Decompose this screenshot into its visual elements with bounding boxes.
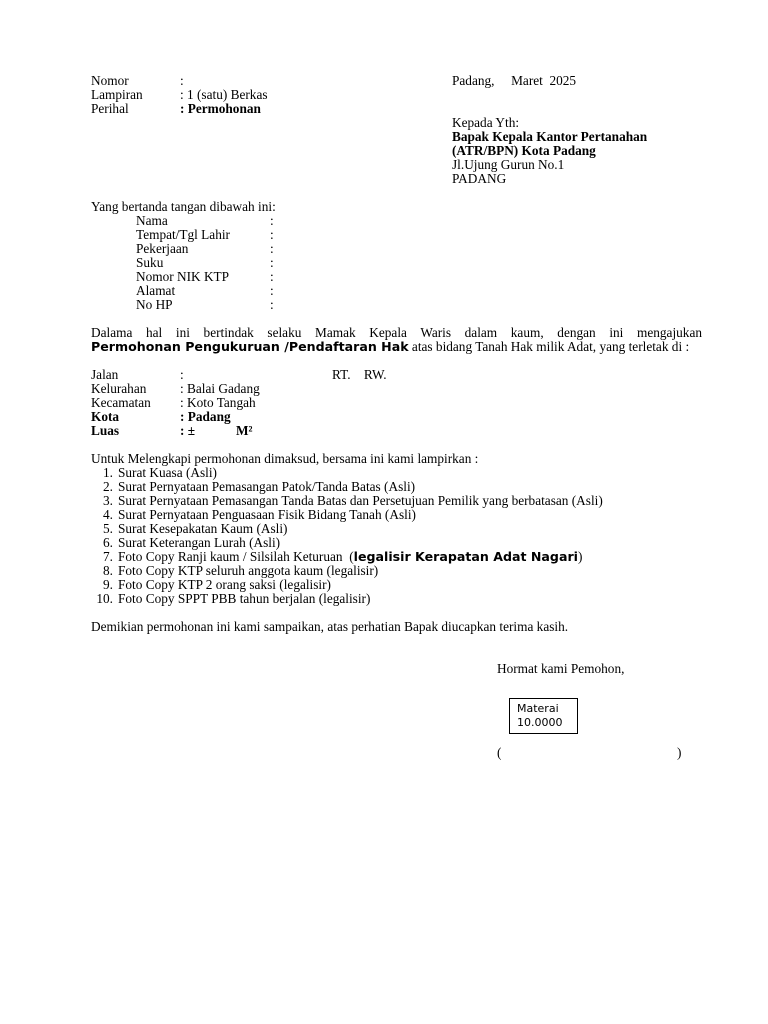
body-paragraph-line2 (91, 340, 689, 354)
list-item (91, 466, 217, 480)
kecamatan-label: Kecamatan (91, 395, 151, 410)
list-item (91, 522, 287, 536)
list-text: Surat Pernyataan Penguasaan Fisik Bidang Tanah (Asli) (118, 507, 416, 522)
list-text: Surat Kesepakatan Kaum (Asli) (118, 521, 288, 536)
nomor-value: : (180, 73, 184, 88)
field-label-pekerjaan: Pekerjaan (136, 241, 189, 256)
recipient-line1: Bapak Kepala Kantor Pertanahan (452, 129, 648, 144)
list-text: Surat Pernyataan Pemasangan Tanda Batas dan Persetujuan Pemilik yang berbatasan (Asli) (118, 493, 603, 508)
signature-open-paren: ( (497, 745, 502, 760)
list-number: 9. (103, 577, 113, 592)
list-number: 10. (96, 591, 113, 606)
perihal-label: Perihal (91, 101, 129, 116)
list-item (91, 494, 603, 508)
applicant-intro: Yang bertanda tangan dibawah ini: (91, 199, 276, 214)
list-text-bold: legalisir Kerapatan Adat Nagari (353, 549, 578, 564)
list-item (91, 480, 415, 494)
list-number: 4. (103, 507, 113, 522)
list-number: 2. (103, 479, 113, 494)
stamp-value: 10.0000 (517, 716, 563, 729)
field-label-tempat-tgl-lahir: Tempat/Tgl Lahir (136, 227, 230, 242)
kota-label: Kota (91, 409, 120, 424)
kota-value: : Padang (180, 409, 231, 424)
list-number: 1. (103, 465, 113, 480)
body-paragraph-rest: atas bidang Tanah Hak milik Adat, yang terletak di : (408, 339, 690, 354)
list-text: Surat Keterangan Lurah (Asli) (118, 535, 281, 550)
list-item (91, 508, 416, 522)
list-text: Foto Copy SPPT PBB tahun berjalan (legalisir) (118, 591, 371, 606)
field-label-alamat: Alamat (136, 283, 176, 298)
recipient-city: PADANG (452, 171, 507, 186)
list-item (91, 592, 370, 606)
list-item (91, 550, 582, 564)
kelurahan-label: Kelurahan (91, 381, 147, 396)
stamp-label: Materai (517, 702, 559, 715)
stamp-box (509, 698, 578, 734)
place-date: Padang, Maret 2025 (452, 73, 577, 88)
nomor-label: Nomor (91, 73, 129, 88)
regards: Hormat kami Pemohon, (497, 661, 625, 676)
kecamatan-value: : Koto Tangah (180, 395, 256, 410)
list-item (91, 536, 280, 550)
list-number: 8. (103, 563, 113, 578)
field-sep: : (270, 241, 274, 256)
list-text: Foto Copy Ranji kaum / Silsilah Keturuan ( (118, 549, 354, 564)
request-title: Permohonan Pengukuruan /Pendaftaran Hak (91, 339, 409, 354)
list-number: 6. (103, 535, 113, 550)
luas-value: : ± (180, 423, 196, 438)
field-sep: : (270, 283, 274, 298)
list-item (91, 578, 331, 592)
list-number: 3. (103, 493, 113, 508)
list-item (91, 564, 378, 578)
signature-close-paren: ) (677, 745, 682, 760)
attachments-intro: Untuk Melengkapi permohonan dimaksud, bersama ini kami lampirkan : (91, 451, 479, 466)
list-text: Foto Copy KTP seluruh anggota kaum (legalisir) (118, 563, 379, 578)
list-text: Foto Copy KTP 2 orang saksi (legalisir) (118, 577, 331, 592)
field-sep: : (270, 227, 274, 242)
recipient-line2: (ATR/BPN) Kota Padang (452, 143, 596, 158)
rt-rw: RT. RW. (332, 367, 387, 382)
field-label-no-hp: No HP (136, 297, 173, 312)
recipient-address: Jl.Ujung Gurun No.1 (452, 157, 565, 172)
list-text: Surat Kuasa (Asli) (118, 465, 217, 480)
jalan-value: : (180, 367, 184, 382)
lampiran-value: : 1 (satu) Berkas (180, 87, 268, 102)
closing-text: Demikian permohonan ini kami sampaikan, atas perhatian Bapak diucapkan terima kasih. (91, 619, 569, 634)
list-number: 5. (103, 521, 113, 536)
jalan-label: Jalan (91, 367, 119, 382)
perihal-value: : Permohonan (180, 101, 261, 116)
field-label-nik: Nomor NIK KTP (136, 269, 230, 284)
field-sep: : (270, 255, 274, 270)
lampiran-label: Lampiran (91, 87, 143, 102)
field-label-suku: Suku (136, 255, 164, 270)
luas-label: Luas (91, 423, 120, 438)
body-paragraph-line1: Dalama hal ini bertindak selaku Mamak Kepala Waris dalam kaum, dengan ini mengajukan (91, 325, 702, 340)
list-text-close: ) (577, 549, 583, 564)
field-sep: : (270, 297, 274, 312)
luas-unit: M² (236, 423, 253, 438)
field-label-nama: Nama (136, 213, 168, 228)
recipient-greeting: Kepada Yth: (452, 115, 520, 130)
field-sep: : (270, 213, 274, 228)
list-number: 7. (103, 549, 113, 564)
field-sep: : (270, 269, 274, 284)
kelurahan-value: : Balai Gadang (180, 381, 260, 396)
list-text: Surat Pernyataan Pemasangan Patok/Tanda Batas (Asli) (118, 479, 416, 494)
